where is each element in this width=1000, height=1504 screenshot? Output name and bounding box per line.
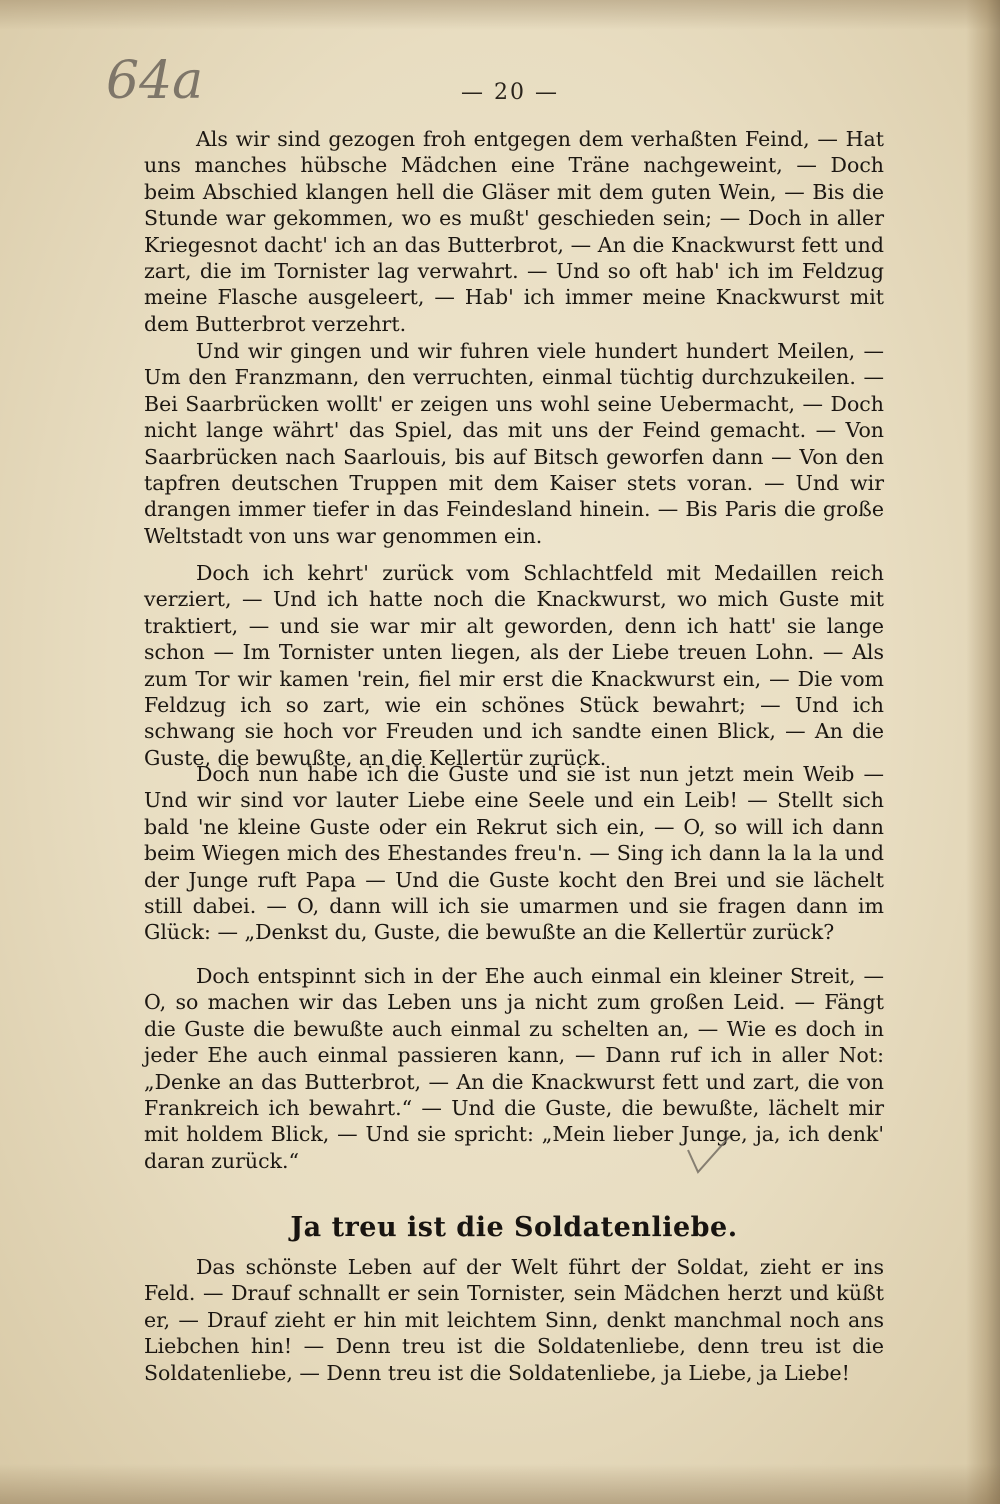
stanza-5-text: Doch entspinnt sich in der Ehe auch einmal ein kleiner Streit, — O, so machen wir das Leben uns ja nicht zum großen Leid. — Fängt die Guste die bewußte auch einmal zu schelten an, — Wie es doch in jeder Ehe auch einmal passieren kann, — Dann ruf ich in aller Not: „Denke an das Butterbrot, — An die Knackwurst fett und zart, die von Frankreich ich bewahrt.“ — Und die Guste, die bewußte, lächelt mir mit holdem Blick, — Und sie spricht: „Mein lieber Junge, ja, ich denk' daran zurück.“ <box>144 964 884 1173</box>
page-right-edge-shadow <box>966 0 1000 1504</box>
stanza-4 <box>144 761 884 946</box>
svg-text:64a: 64a <box>106 51 204 111</box>
stanza-3 <box>144 560 884 771</box>
stanza-6 <box>144 1254 884 1386</box>
page-number: — 20 — <box>461 80 559 105</box>
handwritten-pencil-note <box>100 42 250 114</box>
stanza-2-text: Und wir gingen und wir fuhren viele hundert hundert Meilen, — Um den Franzmann, den verruchten, einmal tüchtig durchzukeilen. — Bei Saarbrücken wollt' er zeigen uns wohl seine Uebermacht, — Doch nicht lange währt' das Spiel, das mit uns der Feind gemacht. — Von Saarbrücken nach Saarlouis, bis auf Bitsch geworfen dann — Von den tapfren deutschen Truppen mit dem Kaiser stets voran. — Und wir drangen immer tiefer in das Feindesland hinein. — Bis Paris die große Weltstadt von uns war genommen ein. <box>144 339 884 548</box>
stanza-6-text: Das schönste Leben auf der Welt führt der Soldat, zieht er ins Feld. — Drauf schnallt er sein Tornister, sein Mädchen herzt und küßt er, — Drauf zieht er hin mit leichtem Sinn, denkt manchmal noch ans Liebchen hin! — Denn treu ist die Soldatenliebe, denn treu ist die Soldatenliebe, — Denn treu ist die Soldatenliebe, ja Liebe, ja Liebe! <box>144 1255 884 1385</box>
stanza-2 <box>144 338 884 549</box>
page-top-shadow <box>0 0 1000 30</box>
stanza-5 <box>144 963 884 1174</box>
stanza-1 <box>144 126 884 337</box>
page-bottom-shadow <box>0 1464 1000 1504</box>
stanza-1-text: Als wir sind gezogen froh entgegen dem verhaßten Feind, — Hat uns manches hübsche Mädchen eine Träne nachgeweint, — Doch beim Abschied klangen hell die Gläser mit dem guten Wein, — Bis die Stunde war gekommen, wo es mußt' geschieden sein; — Doch in aller Kriegesnot dacht' ich an das Butterbrot, — An die Knackwurst fett und zart, die im Tornister lag verwahrt. — Und so oft hab' ich im Feldzug meine Flasche ausgeleert, — Hab' ich immer meine Knackwurst mit dem Butterbrot verzehrt. <box>144 127 884 336</box>
pencil-check-mark <box>684 1132 734 1180</box>
stanza-3-text: Doch ich kehrt' zurück vom Schlachtfeld mit Medaillen reich verziert, — Und ich hatte noch die Knackwurst, wo mich Guste mit traktiert, — und sie war mir alt geworden, denn ich hatt' sie lange schon — Im Tornister unten liegen, als der Liebe treuen Lohn. — Als zum Tor wir kamen 'rein, fiel mir erst die Knackwurst ein, — Die vom Feldzug ich so zart, wie ein schönes Stück bewahrt; — Und ich schwang sie hoch vor Freuden und ich sandte einen Blick, — An die Guste, die bewußte, an die Kellertür zurück. <box>144 561 884 770</box>
song-title: Ja treu ist die Soldatenliebe. <box>290 1212 738 1243</box>
stanza-4-text: Doch nun habe ich die Guste und sie ist nun jetzt mein Weib — Und wir sind vor lauter Liebe eine Seele und ein Leib! — Stellt sich bald 'ne kleine Guste oder ein Rekrut sich ein, — O, so will ich dann beim Wiegen mich des Ehestandes freu'n. — Sing ich dann la la la und der Junge ruft Papa — Und die Guste kocht den Brei und sie lächelt still dabei. — O, dann will ich sie umarmen und sie fragen dann im Glück: — „Denkst du, Guste, die bewußte an die Kellertür zurück? <box>144 762 884 945</box>
